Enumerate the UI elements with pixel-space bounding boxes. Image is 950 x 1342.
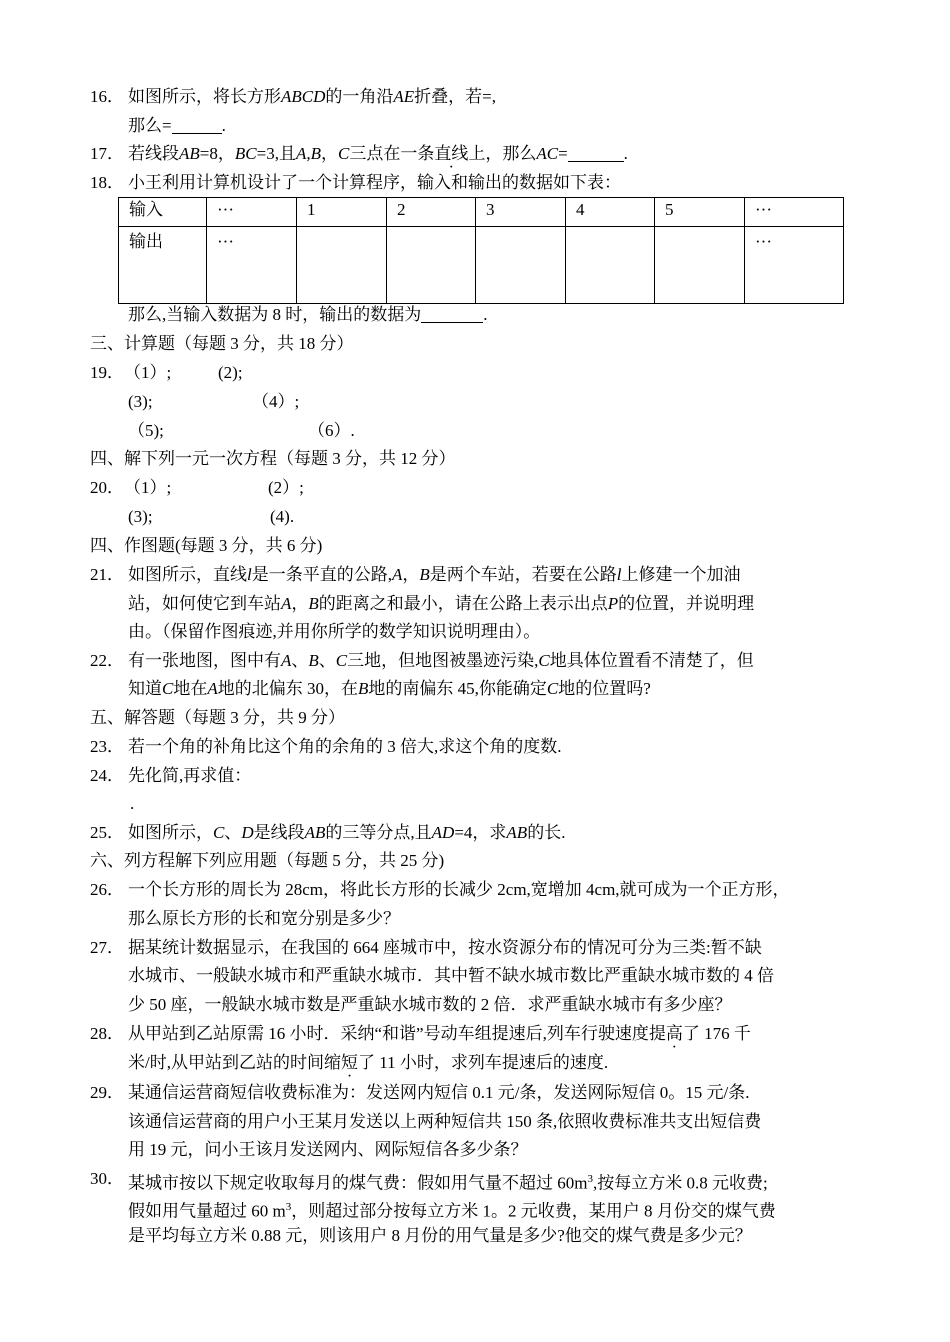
- q19-item-5: （5);: [128, 421, 164, 440]
- q26-line2: 那么原长方形的长和宽分别是多少？: [128, 909, 400, 928]
- q19-item-2: (2);: [218, 363, 243, 382]
- table-cell: ···: [745, 198, 844, 227]
- section-4b-title: 四、作图题(每题 3 分，共 6 分): [90, 536, 323, 555]
- q21-line2: 站，如何使它到车站A，B的距离之和最小，请在公路上表示出点P的位置，并说明理: [128, 594, 755, 613]
- q30-line1: 某城市按以下规定收取每月的煤气费：假如用气量不超过 $60m^3$,按每立方米 0.8 元收费;: [128, 1173, 768, 1193]
- q28-line1: 从甲站到乙站原需 16 小时．采纳“和谐”号动车组提速后,列车行驶速度提高了 176 千: [128, 1024, 751, 1043]
- q29-line2: 该通信运营商的用户小王某月发送以上两种短信共 150 条,依照收费标准共支出短信费: [128, 1112, 762, 1131]
- table-cell: 5: [655, 198, 745, 227]
- q26-number: 26．: [90, 880, 124, 899]
- answer-blank: [568, 145, 624, 162]
- section-6-title: 六、列方程解下列应用题（每题 5 分，共 25 分): [90, 851, 445, 870]
- table-row-output: [119, 227, 844, 304]
- q25-text: 如图所示，C、D是线段AB的三等分点,且AD=4，求AB的长.: [128, 823, 566, 842]
- table-cell: 输出: [119, 227, 207, 304]
- q22-line1: 有一张地图，图中有A、B、C三地，但地图被墨迹污染,C地具体位置看不清楚了，但: [128, 651, 754, 670]
- q23-number: 23．: [90, 737, 124, 756]
- answer-blank: [421, 306, 483, 323]
- q16-number: 16．: [90, 87, 124, 106]
- q16-line1: 如图所示，将长方形ABCD的一角沿AE折叠，若=,: [128, 87, 497, 106]
- table-cell: 1: [297, 198, 387, 227]
- section-3-title: 三、计算题（每题 3 分，共 18 分）: [90, 334, 354, 353]
- q20-item-4: (4).: [270, 507, 295, 526]
- q17-text: 若线段AB=8，BC=3,且A,B，C三点在一条直线上，那么AC= .: [128, 144, 628, 163]
- q18-after: 那么,当输入数据为 8 时，输出的数据为 .: [128, 305, 488, 324]
- q19-item-6: （6）.: [308, 421, 355, 440]
- q27-line3: 少 50 座，一般缺水城市数是严重缺水城市数的 2 倍．求严重缺水城市有多少座？: [128, 995, 732, 1014]
- table-cell: ···: [745, 227, 844, 304]
- q21-line3: 由。（保留作图痕迹,并用你所学的数学知识说明理由）。: [128, 622, 541, 641]
- q24-text: 先化简,再求值：: [128, 766, 252, 785]
- table-cell: 2: [387, 198, 476, 227]
- q30-line3: 是平均每立方米 0.88 元，则该用户 8 月份的用气量是多少?他交的煤气费是多少元？: [128, 1226, 752, 1245]
- q26-line1: 一个长方形的周长为 28cm，将此长方形的长减少 2cm,宽增加 4cm,就可成为一个正方形，: [128, 880, 790, 899]
- q20-item-2: (2）;: [268, 478, 304, 497]
- table-cell: ···: [207, 198, 297, 227]
- q20-item-3: (3);: [128, 507, 153, 526]
- q23-text: 若一个角的补角比这个角的余角的 3 倍大,求这个角的度数.: [128, 737, 562, 756]
- q24-number: 24．: [90, 766, 124, 785]
- table-cell: [297, 227, 387, 304]
- q20-number: 20．: [90, 478, 124, 497]
- q20-item-1: （1）;: [124, 478, 172, 497]
- table-cell: [566, 227, 655, 304]
- table-cell: ···: [207, 227, 297, 304]
- q30-number: 30．: [90, 1169, 124, 1188]
- q21-number: 21．: [90, 565, 124, 584]
- q18-number: 18．: [90, 173, 124, 192]
- section-5-title: 五、解答题（每题 3 分，共 9 分）: [90, 708, 345, 727]
- table-cell: [655, 227, 745, 304]
- q19-number: 19．: [90, 363, 124, 382]
- q22-number: 22．: [90, 651, 124, 670]
- q19-item-1: （1）;: [124, 363, 172, 382]
- q19-item-4: （4）;: [252, 392, 300, 411]
- io-table: [118, 197, 844, 304]
- q27-line1: 据某统计数据显示，在我国的 664 座城市中，按水资源分布的情况可分为三类:暂不缺: [128, 938, 762, 957]
- q27-number: 27．: [90, 938, 124, 957]
- q16-line2: 那么= .: [128, 116, 226, 135]
- q29-number: 29．: [90, 1083, 124, 1102]
- q24-expression: .: [130, 794, 135, 813]
- q19-item-3: (3);: [128, 392, 153, 411]
- table-cell: 3: [476, 198, 566, 227]
- q28-line2: 米/时,从甲站到乙站的时间缩短了 11 小时，求列车提速后的速度.: [128, 1053, 609, 1072]
- table-row-input: [119, 198, 844, 227]
- q17-number: 17．: [90, 144, 124, 163]
- q30-line2: 假如用气量超过 60 $m^3$，则超过部分按每立方米 1。2 元收费，某用户 8 月份交的煤气费: [128, 1201, 776, 1221]
- q29-line3: 用 19 元，问小王该月发送网内、网际短信各多少条？: [128, 1140, 528, 1159]
- table-cell: 4: [566, 198, 655, 227]
- q29-line1: 某通信运营商短信收费标准为：发送网内短信 0.1 元/条，发送网际短信 0。15 元/条.: [128, 1083, 750, 1102]
- q25-number: 25．: [90, 823, 124, 842]
- table-cell: [476, 227, 566, 304]
- q22-line2: 知道C地在A地的北偏东 30，在B地的南偏东 45,你能确定C地的位置吗?: [128, 679, 651, 698]
- q18-text: 小王利用计算机设计了一个计算程序，输入和输出的数据如下表：: [128, 173, 621, 192]
- q21-line1: 如图所示，直线l是一条平直的公路,A，B是两个车站，若要在公路l上修建一个加油: [128, 565, 741, 584]
- q28-number: 28．: [90, 1024, 124, 1043]
- table-cell: 输入: [119, 198, 207, 227]
- answer-blank: [172, 117, 222, 134]
- section-4a-title: 四、解下列一元一次方程（每题 3 分，共 12 分）: [90, 449, 456, 468]
- q27-line2: 水城市、一般缺水城市和严重缺水城市．其中暂不缺水城市数比严重缺水城市数的 4 倍: [128, 966, 774, 985]
- table-cell: [387, 227, 476, 304]
